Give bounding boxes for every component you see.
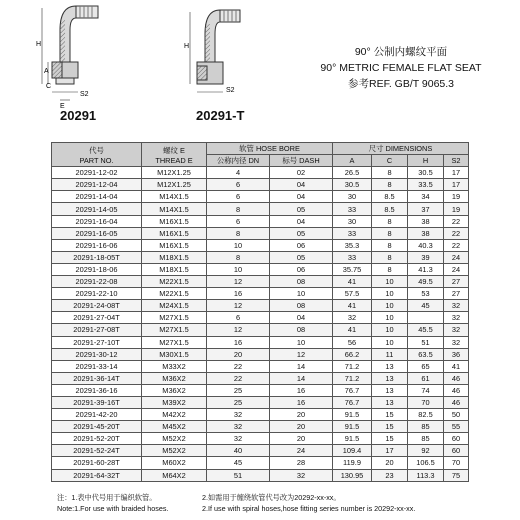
cell-c: 8 <box>372 251 408 263</box>
cell-s2: 32 <box>444 300 469 312</box>
cell-dn: 6 <box>207 312 270 324</box>
cell-h: 53 <box>408 288 444 300</box>
cell-thread: M12X1.25 <box>142 179 207 191</box>
cell-part-no: 20291-18-05T <box>52 251 142 263</box>
cell-h: 65 <box>408 360 444 372</box>
note-en-2: 2.If use with spiral hoses,hose fitting series number is 20292-xx-xx. <box>202 504 416 513</box>
cell-part-no: 20291-16-05 <box>52 227 142 239</box>
table-row <box>52 421 469 433</box>
cell-thread: M30X1.5 <box>142 348 207 360</box>
table-row <box>52 312 469 324</box>
cell-h: 45.5 <box>408 324 444 336</box>
cell-a: 76.7 <box>333 384 372 396</box>
cell-dash: 28 <box>270 457 333 469</box>
cell-dash: 04 <box>270 312 333 324</box>
cell-thread: M36X2 <box>142 372 207 384</box>
cell-dash: 08 <box>270 324 333 336</box>
cell-s2: 22 <box>444 239 469 251</box>
cell-a: 71.2 <box>333 360 372 372</box>
cell-dn: 10 <box>207 239 270 251</box>
cell-dn: 22 <box>207 360 270 372</box>
cell-c: 10 <box>372 300 408 312</box>
cell-dn: 8 <box>207 227 270 239</box>
table-row <box>52 396 469 408</box>
cell-a: 30 <box>333 215 372 227</box>
note-en-1: Note:1.For use with braided hoses. <box>57 504 169 513</box>
table-row <box>52 239 469 251</box>
cell-dash: 16 <box>270 384 333 396</box>
cell-thread: M52X2 <box>142 445 207 457</box>
table-row <box>52 372 469 384</box>
cell-a: 32 <box>333 312 372 324</box>
cell-thread: M33X2 <box>142 360 207 372</box>
cell-part-no: 20291-52-20T <box>52 433 142 445</box>
table-row <box>52 251 469 263</box>
cell-thread: M45X2 <box>142 421 207 433</box>
cell-part-no: 20291-64-32T <box>52 469 142 481</box>
cell-c: 11 <box>372 348 408 360</box>
part-code-20291-t: 20291-T <box>196 108 245 123</box>
cell-c: 13 <box>372 372 408 384</box>
table-row <box>52 336 469 348</box>
spec-table-body <box>52 167 469 481</box>
table-row <box>52 384 469 396</box>
cell-s2: 22 <box>444 215 469 227</box>
cell-thread: M12X1.25 <box>142 167 207 179</box>
cell-dash: 05 <box>270 251 333 263</box>
title-en: 90° METRIC FEMALE FLAT SEAT <box>320 62 482 74</box>
cell-c: 15 <box>372 433 408 445</box>
cell-part-no: 20291-14-05 <box>52 203 142 215</box>
cell-c: 8 <box>372 167 408 179</box>
cell-s2: 32 <box>444 312 469 324</box>
table-row <box>52 179 469 191</box>
cell-h: 40.3 <box>408 239 444 251</box>
cell-dn: 45 <box>207 457 270 469</box>
note-cn-1: 注：1.表中代号用于编织软管。 <box>57 493 157 502</box>
cell-dn: 25 <box>207 396 270 408</box>
cell-h: 41.3 <box>408 263 444 275</box>
cell-part-no: 20291-45-20T <box>52 421 142 433</box>
cell-h: 33.5 <box>408 179 444 191</box>
cell-part-no: 20291-16-06 <box>52 239 142 251</box>
table-row <box>52 433 469 445</box>
cell-part-no: 20291-12-02 <box>52 167 142 179</box>
cell-c: 20 <box>372 457 408 469</box>
cell-thread: M16X1.5 <box>142 227 207 239</box>
table-row <box>52 167 469 179</box>
dim-h-label-t: H <box>184 43 190 50</box>
cell-part-no: 20291-36-14T <box>52 372 142 384</box>
cell-h: 106.5 <box>408 457 444 469</box>
cell-s2: 32 <box>444 336 469 348</box>
cell-dash: 20 <box>270 433 333 445</box>
cell-dn: 16 <box>207 288 270 300</box>
cell-thread: M14X1.5 <box>142 203 207 215</box>
header-part-no-cn: 代号 <box>89 145 104 155</box>
cell-dn: 6 <box>207 191 270 203</box>
cell-c: 8 <box>372 227 408 239</box>
cell-dn: 6 <box>207 179 270 191</box>
table-row <box>52 227 469 239</box>
cell-thread: M27X1.5 <box>142 324 207 336</box>
cell-s2: 41 <box>444 360 469 372</box>
cell-thread: M24X1.5 <box>142 300 207 312</box>
table-row <box>52 300 469 312</box>
cell-c: 8.5 <box>372 191 408 203</box>
table-row <box>52 263 469 275</box>
cell-h: 70 <box>408 396 444 408</box>
cell-c: 10 <box>372 312 408 324</box>
cell-part-no: 20291-16-04 <box>52 215 142 227</box>
cell-thread: M22X1.5 <box>142 276 207 288</box>
cell-a: 30 <box>333 191 372 203</box>
cell-a: 71.2 <box>333 372 372 384</box>
table-row <box>52 348 469 360</box>
cell-h: 82.5 <box>408 409 444 421</box>
cell-dash: 12 <box>270 348 333 360</box>
cell-h: 37 <box>408 203 444 215</box>
table-row <box>52 276 469 288</box>
cell-s2: 32 <box>444 324 469 336</box>
cell-dash: 20 <box>270 421 333 433</box>
cell-dash: 08 <box>270 276 333 288</box>
cell-part-no: 20291-27-08T <box>52 324 142 336</box>
cell-h: 51 <box>408 336 444 348</box>
cell-part-no: 20291-24-08T <box>52 300 142 312</box>
header-dn: 公称内径 DN <box>207 155 270 167</box>
cell-part-no: 20291-22-10 <box>52 288 142 300</box>
part-code-20291: 20291 <box>60 108 97 123</box>
cell-dn: 25 <box>207 384 270 396</box>
fitting-drawing-20291-t <box>184 10 240 94</box>
table-row <box>52 324 469 336</box>
header-h: H <box>408 155 444 167</box>
cell-a: 109.4 <box>333 445 372 457</box>
cell-c: 10 <box>372 324 408 336</box>
table-row <box>52 203 469 215</box>
cell-a: 91.5 <box>333 409 372 421</box>
cell-h: 30.5 <box>408 167 444 179</box>
cell-dash: 04 <box>270 191 333 203</box>
title-cn: 90° 公制内螺纹平面 <box>354 46 448 58</box>
cell-s2: 55 <box>444 421 469 433</box>
cell-c: 8.5 <box>372 203 408 215</box>
cell-a: 33 <box>333 251 372 263</box>
cell-dash: 24 <box>270 445 333 457</box>
table-row <box>52 469 469 481</box>
cell-thread: M14X1.5 <box>142 191 207 203</box>
cell-s2: 46 <box>444 372 469 384</box>
cell-dash: 04 <box>270 215 333 227</box>
cell-dash: 20 <box>270 409 333 421</box>
cell-dn: 51 <box>207 469 270 481</box>
cell-a: 56 <box>333 336 372 348</box>
cell-h: 49.5 <box>408 276 444 288</box>
cell-h: 85 <box>408 433 444 445</box>
cell-c: 8 <box>372 179 408 191</box>
dim-e-label: E <box>60 103 65 110</box>
cell-a: 30.5 <box>333 179 372 191</box>
cell-dash: 04 <box>270 179 333 191</box>
header-hose-bore: 软管 HOSE BORE <box>207 143 333 155</box>
cell-thread: M52X2 <box>142 433 207 445</box>
header-dimensions: 尺寸 DIMENSIONS <box>333 143 469 155</box>
cell-a: 41 <box>333 276 372 288</box>
cell-part-no: 20291-42-20 <box>52 409 142 421</box>
cell-dash: 02 <box>270 167 333 179</box>
cell-thread: M27X1.5 <box>142 336 207 348</box>
cell-part-no: 20291-60-28T <box>52 457 142 469</box>
cell-a: 57.5 <box>333 288 372 300</box>
cell-h <box>408 312 444 324</box>
cell-a: 41 <box>333 324 372 336</box>
cell-a: 41 <box>333 300 372 312</box>
cell-s2: 22 <box>444 227 469 239</box>
cell-c: 17 <box>372 445 408 457</box>
cell-part-no: 20291-39-16T <box>52 396 142 408</box>
cell-h: 92 <box>408 445 444 457</box>
cell-part-no: 20291-14-04 <box>52 191 142 203</box>
cell-a: 91.5 <box>333 421 372 433</box>
cell-part-no: 20291-27-04T <box>52 312 142 324</box>
cell-thread: M36X2 <box>142 384 207 396</box>
cell-a: 66.2 <box>333 348 372 360</box>
cell-h: 34 <box>408 191 444 203</box>
cell-dn: 16 <box>207 336 270 348</box>
note-cn-2: 2.如需用于缠绕软管代号改为20292-xx-xx。 <box>202 493 341 502</box>
cell-s2: 19 <box>444 191 469 203</box>
cell-dash: 32 <box>270 469 333 481</box>
cell-s2: 75 <box>444 469 469 481</box>
cell-c: 23 <box>372 469 408 481</box>
title-block <box>296 44 506 92</box>
header-dash: 标号 DASH <box>270 155 333 167</box>
cell-c: 10 <box>372 336 408 348</box>
cell-h: 74 <box>408 384 444 396</box>
header-thread-cn: 螺纹 E <box>163 145 185 155</box>
cell-h: 113.3 <box>408 469 444 481</box>
cell-dn: 10 <box>207 263 270 275</box>
cell-s2: 36 <box>444 348 469 360</box>
table-row <box>52 360 469 372</box>
cell-thread: M42X2 <box>142 409 207 421</box>
cell-dn: 20 <box>207 348 270 360</box>
header-thread <box>142 143 207 167</box>
header-thread-en: THREAD E <box>155 155 193 165</box>
cell-part-no: 20291-27-10T <box>52 336 142 348</box>
cell-dn: 22 <box>207 372 270 384</box>
cell-a: 33 <box>333 227 372 239</box>
cell-thread: M16X1.5 <box>142 239 207 251</box>
cell-a: 33 <box>333 203 372 215</box>
cell-a: 76.7 <box>333 396 372 408</box>
cell-h: 61 <box>408 372 444 384</box>
cell-dn: 4 <box>207 167 270 179</box>
cell-a: 91.5 <box>333 433 372 445</box>
cell-s2: 27 <box>444 276 469 288</box>
cell-part-no: 20291-36-16 <box>52 384 142 396</box>
cell-h: 45 <box>408 300 444 312</box>
cell-c: 8 <box>372 263 408 275</box>
cell-c: 8 <box>372 215 408 227</box>
cell-s2: 50 <box>444 409 469 421</box>
table-row <box>52 409 469 421</box>
cell-h: 38 <box>408 215 444 227</box>
cell-thread: M27X1.5 <box>142 312 207 324</box>
cell-c: 15 <box>372 409 408 421</box>
cell-s2: 70 <box>444 457 469 469</box>
dim-c-label: C <box>46 83 52 90</box>
cell-a: 35.75 <box>333 263 372 275</box>
cell-thread: M18X1.5 <box>142 263 207 275</box>
cell-thread: M22X1.5 <box>142 288 207 300</box>
cell-dash: 05 <box>270 203 333 215</box>
cell-dash: 10 <box>270 288 333 300</box>
cell-dash: 05 <box>270 227 333 239</box>
cell-dn: 32 <box>207 433 270 445</box>
title-ref: 参考REF. GB/T 9065.3 <box>347 78 454 90</box>
cell-c: 10 <box>372 288 408 300</box>
cell-dn: 8 <box>207 203 270 215</box>
cell-c: 13 <box>372 384 408 396</box>
cell-h: 63.5 <box>408 348 444 360</box>
cell-thread: M60X2 <box>142 457 207 469</box>
cell-s2: 46 <box>444 396 469 408</box>
cell-part-no: 20291-33-14 <box>52 360 142 372</box>
cell-part-no: 20291-30-12 <box>52 348 142 360</box>
cell-dn: 12 <box>207 276 270 288</box>
table-row <box>52 191 469 203</box>
cell-part-no: 20291-18-06 <box>52 263 142 275</box>
header-s2: S2 <box>444 155 469 167</box>
cell-thread: M39X2 <box>142 396 207 408</box>
dim-h-label: H <box>36 41 42 48</box>
cell-c: 10 <box>372 276 408 288</box>
cell-a: 26.5 <box>333 167 372 179</box>
header-part-no <box>52 143 142 167</box>
cell-s2: 19 <box>444 203 469 215</box>
header-part-no-en: PART NO. <box>79 155 114 165</box>
cell-a: 35.3 <box>333 239 372 251</box>
cell-thread: M16X1.5 <box>142 215 207 227</box>
table-row <box>52 288 469 300</box>
cell-s2: 60 <box>444 433 469 445</box>
cell-dash: 06 <box>270 263 333 275</box>
cell-dn: 8 <box>207 251 270 263</box>
table-row <box>52 457 469 469</box>
cell-c: 13 <box>372 396 408 408</box>
header-a: A <box>333 155 372 167</box>
cell-part-no: 20291-12-04 <box>52 179 142 191</box>
cell-dn: 40 <box>207 445 270 457</box>
cell-thread: M64X2 <box>142 469 207 481</box>
cell-dn: 12 <box>207 300 270 312</box>
cell-dash: 14 <box>270 372 333 384</box>
cell-h: 39 <box>408 251 444 263</box>
table-row <box>52 215 469 227</box>
cell-dn: 12 <box>207 324 270 336</box>
cell-s2: 17 <box>444 167 469 179</box>
cell-s2: 46 <box>444 384 469 396</box>
cell-s2: 24 <box>444 263 469 275</box>
dim-s2-label: S2 <box>80 91 89 98</box>
cell-dash: 16 <box>270 396 333 408</box>
notes <box>57 492 415 514</box>
cell-dash: 08 <box>270 300 333 312</box>
cell-h: 85 <box>408 421 444 433</box>
cell-s2: 24 <box>444 251 469 263</box>
spec-table <box>51 142 469 482</box>
cell-part-no: 20291-22-08 <box>52 276 142 288</box>
cell-dn: 32 <box>207 409 270 421</box>
cell-dn: 32 <box>207 421 270 433</box>
cell-dash: 10 <box>270 336 333 348</box>
cell-c: 8 <box>372 239 408 251</box>
cell-dash: 06 <box>270 239 333 251</box>
cell-dn: 6 <box>207 215 270 227</box>
dim-a-label: A <box>44 68 49 75</box>
cell-s2: 17 <box>444 179 469 191</box>
cell-part-no: 20291-52-24T <box>52 445 142 457</box>
cell-h: 38 <box>408 227 444 239</box>
table-header-row-1 <box>52 143 469 155</box>
cell-a: 130.95 <box>333 469 372 481</box>
cell-s2: 27 <box>444 288 469 300</box>
dim-s2-label-t: S2 <box>226 87 235 94</box>
table-row <box>52 445 469 457</box>
cell-dash: 14 <box>270 360 333 372</box>
cell-thread: M18X1.5 <box>142 251 207 263</box>
cell-s2: 60 <box>444 445 469 457</box>
header-c: C <box>372 155 408 167</box>
cell-c: 13 <box>372 360 408 372</box>
cell-a: 119.9 <box>333 457 372 469</box>
cell-c: 15 <box>372 421 408 433</box>
fitting-drawing-20291 <box>36 6 98 110</box>
